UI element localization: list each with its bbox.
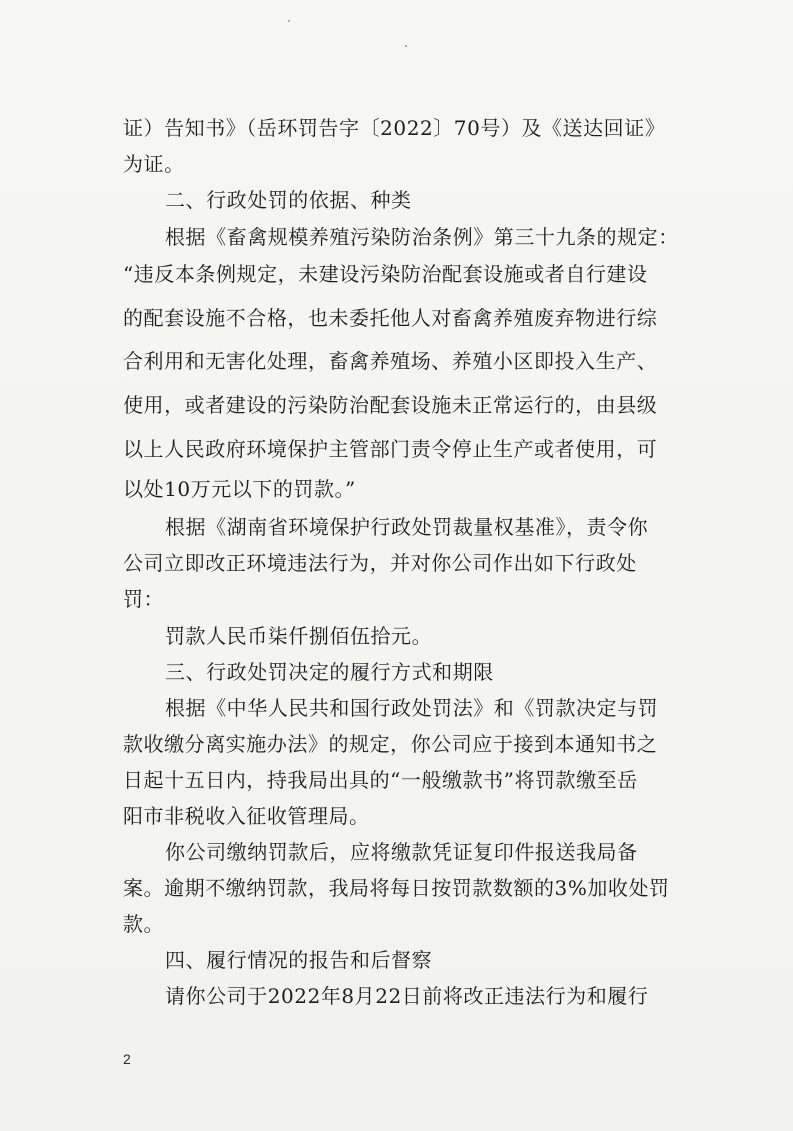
text-line: 的配套设施不合格，也未委托他人对畜禽养殖废弃物进行综 [123,306,658,330]
text-line: 根据《中华人民共和国行政处罚法》和《罚款决定与罚 [165,696,659,720]
section-heading: 四、履行情况的报告和后督察 [165,948,433,972]
scan-speck [405,45,407,47]
text-line: 请你公司于2022年8月22日前将改正违法行为和履行 [165,984,649,1008]
text-line: 罚： [123,587,165,611]
text-line: “违反本条例规定，未建设污染防治配套设施或者自行建设 [123,262,648,286]
section-heading: 二、行政处罚的依据、种类 [165,188,412,212]
text-line: 阳市非税收入征收管理局。 [123,804,370,828]
text-line: 案。逾期不缴纳罚款，我局将每日按罚款数额的3%加收处罚 [123,876,670,900]
text-line: 款收缴分离实施办法》的规定，你公司应于接到本通知书之 [123,732,658,756]
fine-amount: 罚款人民币柒仟捌佰伍拾元。 [165,624,433,648]
scan-speck [288,20,290,22]
text-line: 证）告知书》（岳环罚告字〔2022〕70号）及《送达回证》 [123,116,666,140]
text-line: 款。 [123,912,165,936]
text-line: 日起十五日内，持我局出具的“一般缴款书”将罚款缴至岳 [123,768,638,792]
section-heading: 三、行政处罚决定的履行方式和期限 [165,660,494,684]
text-line: 以上人民政府环境保护主管部门责令停止生产或者使用，可 [123,437,658,461]
text-line: 根据《畜禽规模养殖污染防治条例》第三十九条的规定： [165,225,679,249]
text-line: 公司立即改正环境违法行为，并对你公司作出如下行政处 [123,551,637,575]
text-line: 为证。 [123,152,185,176]
text-line: 你公司缴纳罚款后，应将缴款凭证复印件报送我局备 [165,840,638,864]
text-line: 使用，或者建设的污染防治配套设施未正常运行的，由县级 [123,393,658,417]
text-line: 合利用和无害化处理，畜禽养殖场、养殖小区即投入生产、 [123,349,658,373]
text-line: 以处10万元以下的罚款。” [123,477,356,501]
text-line: 根据《湖南省环境保护行政处罚裁量权基准》，责令你 [165,515,649,539]
page-number: 2 [123,1051,131,1067]
